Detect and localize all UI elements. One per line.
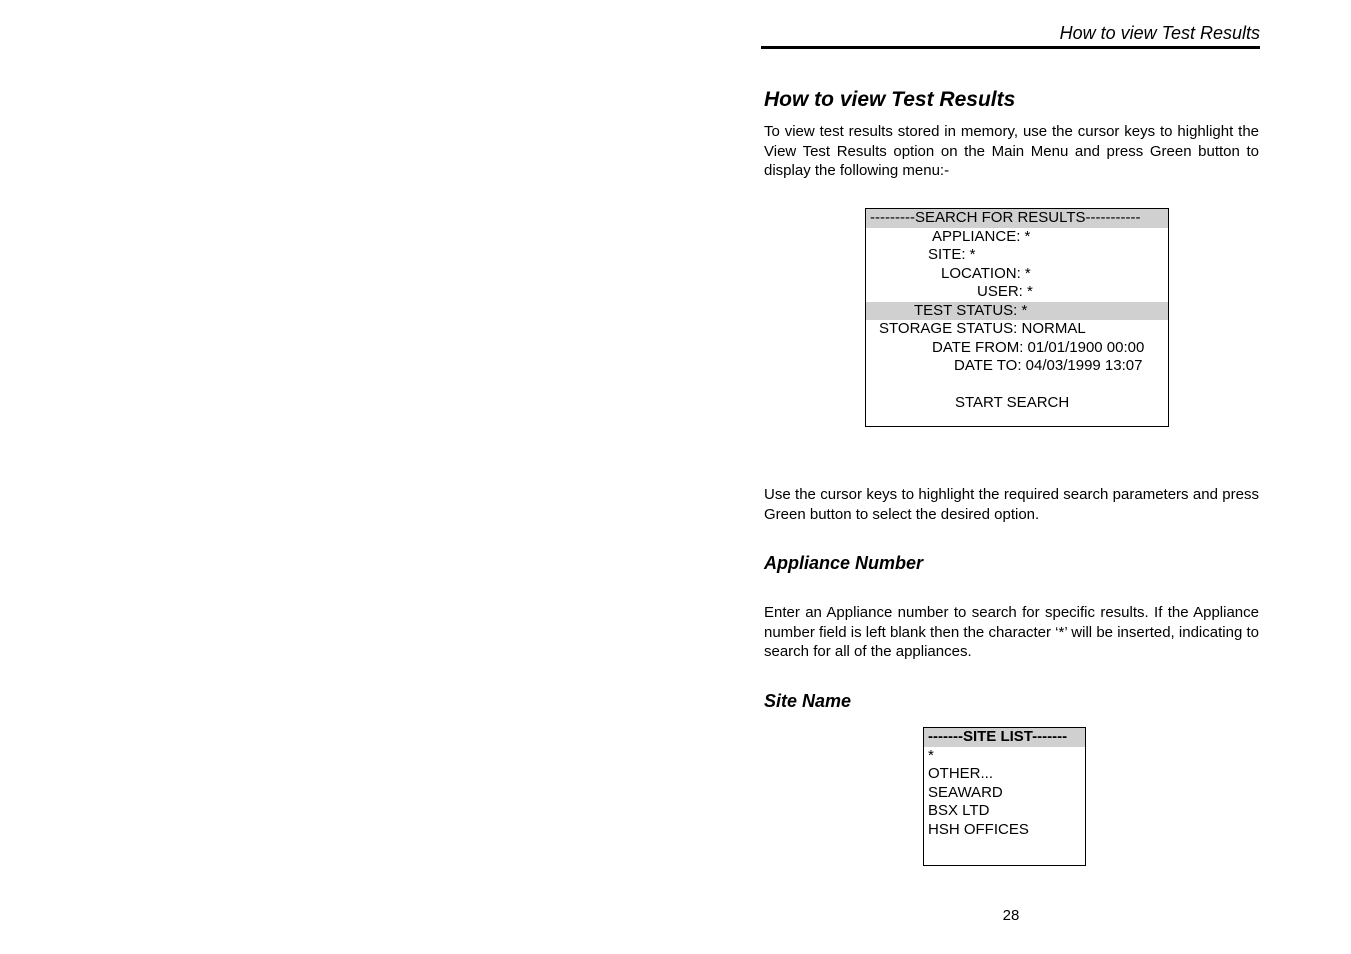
running-header: How to view Test Results (761, 20, 1260, 49)
menu-spacer (866, 376, 1168, 395)
intro-paragraph: To view test results stored in memory, use the cursor keys to highlight the View Test Results option on the Main Menu and press Green button to display the following menu:- (764, 123, 1259, 179)
menu-item-site[interactable]: SITE: * (928, 246, 976, 263)
search-for-results-menu (865, 208, 1169, 427)
menu-item-test-status[interactable]: TEST STATUS: * (866, 302, 1168, 321)
search-menu-title: ---------SEARCH FOR RESULTS----------- (866, 209, 1168, 228)
menu-item-location[interactable]: LOCATION: * (941, 264, 1031, 282)
site-list-title: -------SITE LIST------- (924, 728, 1085, 747)
appliance-number-paragraph: Enter an Appliance number to search for specific results. If the Appliance number field is left blank then the character ‘*’ will be inserted, indicating to search for all of the appliances. (764, 604, 1259, 660)
menu-item-date-to[interactable]: DATE TO: 04/03/1999 13:07 (954, 357, 1143, 374)
site-list-menu (923, 727, 1086, 866)
menu-item-appliance[interactable]: APPLIANCE: * (932, 227, 1031, 245)
site-list-item[interactable]: BSX LTD (928, 802, 990, 819)
site-list-item[interactable]: HSH OFFICES (928, 820, 1029, 838)
site-list-item[interactable]: OTHER... (928, 765, 994, 782)
site-list-item[interactable]: * (928, 746, 934, 764)
menu-item-storage-status[interactable]: STORAGE STATUS: NORMAL (879, 320, 1086, 337)
section-title: How to view Test Results (764, 88, 1016, 111)
appliance-number-heading: Appliance Number (764, 553, 924, 573)
instructions-paragraph: Use the cursor keys to highlight the required search parameters and press Green button to select the desired option. (764, 486, 1259, 523)
menu-item-user[interactable]: USER: * (977, 283, 1033, 300)
page-number: 28 (1002, 907, 1020, 924)
site-list-item[interactable]: SEAWARD (928, 783, 1003, 801)
menu-item-date-from[interactable]: DATE FROM: 01/01/1900 00:00 (932, 338, 1145, 356)
site-name-heading: Site Name (764, 691, 852, 711)
menu-item-start-search[interactable]: START SEARCH (955, 394, 1070, 411)
